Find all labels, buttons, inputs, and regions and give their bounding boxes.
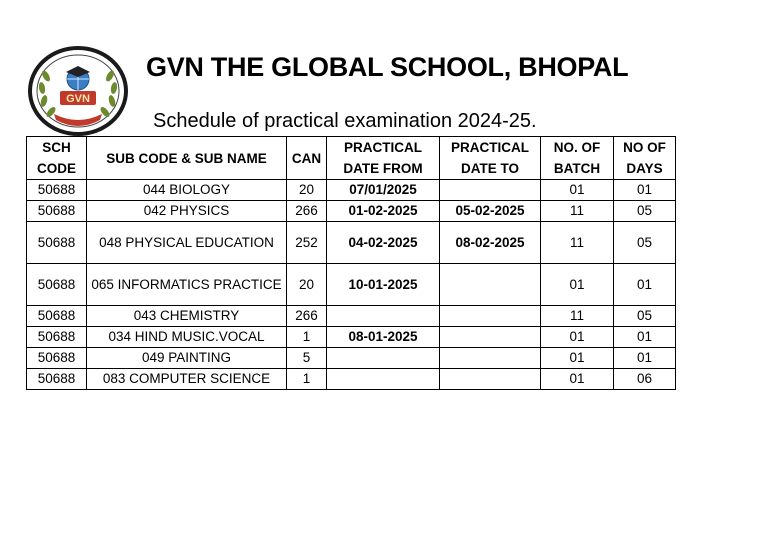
cell-days: 05: [614, 306, 676, 327]
cell-sub: 043 CHEMISTRY: [87, 306, 287, 327]
table-row: [27, 306, 676, 327]
svg-text:GVN: GVN: [66, 93, 90, 105]
table-header-row: [27, 137, 676, 180]
cell-sub: 083 COMPUTER SCIENCE: [87, 369, 287, 390]
cell-batch: 11: [541, 306, 614, 327]
table-row: [27, 327, 676, 348]
cell-from: 04-02-2025: [327, 222, 440, 264]
school-logo: [28, 46, 128, 136]
header-date-from: PRACTICAL DATE FROM: [327, 137, 440, 180]
header-date-to: PRACTICAL DATE TO: [440, 137, 541, 180]
cell-can: 20: [287, 264, 327, 306]
cell-can: 266: [287, 306, 327, 327]
table-row: [27, 222, 676, 264]
cell-sub: 048 PHYSICAL EDUCATION: [87, 222, 287, 264]
header-days: NO OF DAYS: [614, 137, 676, 180]
cell-days: 01: [614, 327, 676, 348]
table-row: [27, 264, 676, 306]
cell-days: 01: [614, 180, 676, 201]
cell-batch: 11: [541, 222, 614, 264]
cell-to: [440, 369, 541, 390]
cell-to: [440, 348, 541, 369]
cell-batch: 01: [541, 369, 614, 390]
cell-batch: 01: [541, 327, 614, 348]
cell-batch: 01: [541, 348, 614, 369]
cell-sch: 50688: [27, 348, 87, 369]
cell-can: 266: [287, 201, 327, 222]
cell-days: 05: [614, 201, 676, 222]
cell-batch: 01: [541, 264, 614, 306]
table-row: [27, 180, 676, 201]
header-sub-name: SUB CODE & SUB NAME: [87, 137, 287, 180]
cell-to: 05-02-2025: [440, 201, 541, 222]
cell-sub: 042 PHYSICS: [87, 201, 287, 222]
cell-days: 06: [614, 369, 676, 390]
cell-to: 08-02-2025: [440, 222, 541, 264]
table-row: [27, 201, 676, 222]
cell-from: 07/01/2025: [327, 180, 440, 201]
cell-to: [440, 327, 541, 348]
schedule-table: [26, 136, 676, 390]
cell-sch: 50688: [27, 201, 87, 222]
cell-sub: 049 PAINTING: [87, 348, 287, 369]
cell-days: 01: [614, 348, 676, 369]
header-batch: NO. OF BATCH: [541, 137, 614, 180]
cell-to: [440, 264, 541, 306]
table-row: [27, 348, 676, 369]
cell-sch: 50688: [27, 369, 87, 390]
cell-from: 01-02-2025: [327, 201, 440, 222]
cell-batch: 01: [541, 180, 614, 201]
cell-days: 01: [614, 264, 676, 306]
cell-sch: 50688: [27, 222, 87, 264]
cell-to: [440, 180, 541, 201]
header-can: CAN: [287, 137, 327, 180]
cell-can: 1: [287, 369, 327, 390]
cell-batch: 11: [541, 201, 614, 222]
cell-sch: 50688: [27, 264, 87, 306]
cell-sub: 044 BIOLOGY: [87, 180, 287, 201]
cell-can: 1: [287, 327, 327, 348]
cell-sch: 50688: [27, 306, 87, 327]
cell-sub: 034 HIND MUSIC.VOCAL: [87, 327, 287, 348]
cell-from: [327, 348, 440, 369]
cell-can: 20: [287, 180, 327, 201]
page-subtitle: Schedule of practical examination 2024-25.: [153, 110, 537, 132]
cell-can: 5: [287, 348, 327, 369]
cell-sub: 065 INFORMATICS PRACTICE: [87, 264, 287, 306]
cell-from: [327, 369, 440, 390]
table-row: [27, 369, 676, 390]
header-sch-code: SCH CODE: [27, 137, 87, 180]
cell-days: 05: [614, 222, 676, 264]
cell-sch: 50688: [27, 327, 87, 348]
cell-from: [327, 306, 440, 327]
cell-can: 252: [287, 222, 327, 264]
cell-sch: 50688: [27, 180, 87, 201]
cell-from: 10-01-2025: [327, 264, 440, 306]
cell-to: [440, 306, 541, 327]
cell-from: 08-01-2025: [327, 327, 440, 348]
school-name: GVN THE GLOBAL SCHOOL, BHOPAL: [146, 52, 629, 82]
